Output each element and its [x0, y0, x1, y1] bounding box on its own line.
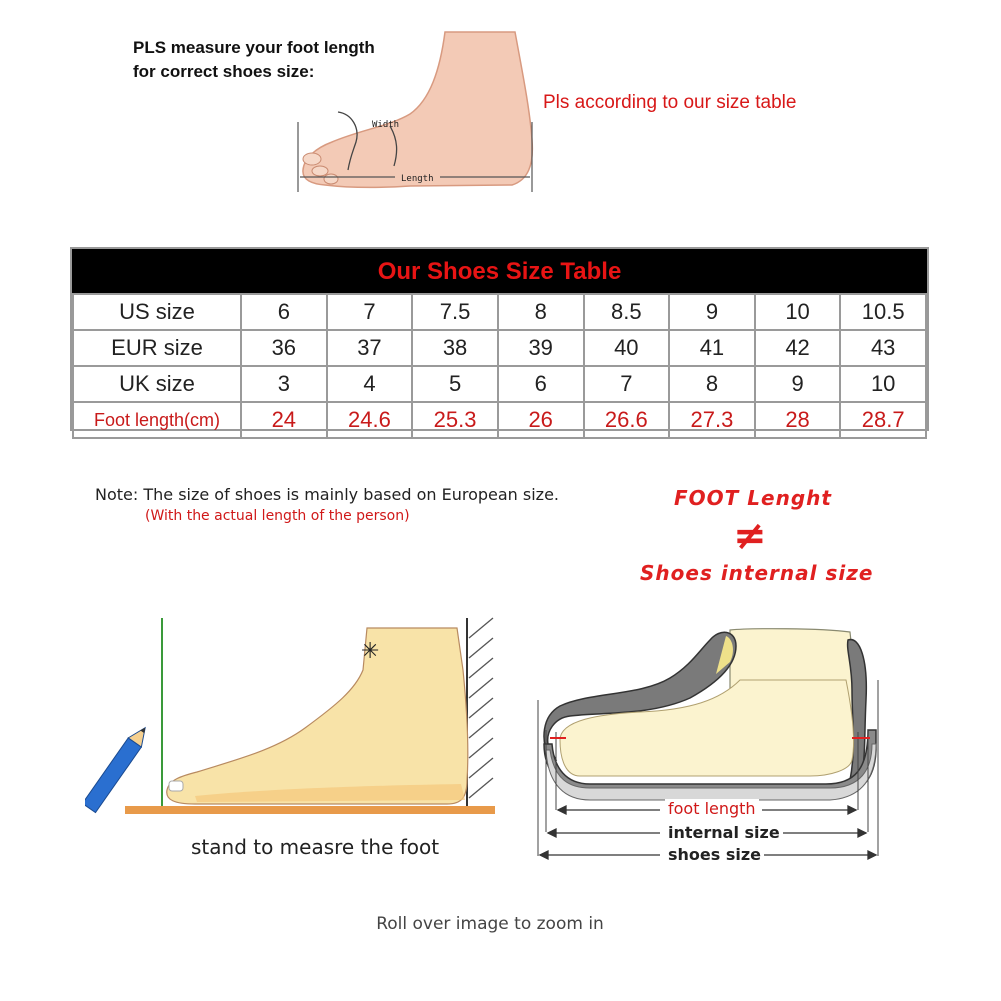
shoes-size-label: shoes size [665, 845, 764, 864]
arrow-head [848, 806, 856, 814]
table-cell: 5 [412, 366, 498, 402]
foot-length-title: FOOT Lenght [674, 486, 832, 510]
table-cell: 3 [241, 366, 327, 402]
foot-measure-illustration [290, 30, 545, 200]
table-cell: 7 [327, 294, 413, 330]
toe-shape [303, 153, 321, 165]
arrow-head [548, 829, 556, 837]
size-table-grid [72, 293, 927, 439]
foot-length-label: foot length [665, 799, 759, 818]
toe-shape [312, 166, 328, 176]
table-cell: 25.3 [412, 402, 498, 438]
instruction-line-1: PLS measure your foot length [133, 38, 375, 57]
row-label: US size [73, 294, 241, 330]
instruction-line-2: for correct shoes size: [133, 62, 315, 81]
table-cell: 6 [498, 366, 584, 402]
table-cell: 41 [669, 330, 755, 366]
table-cell: 24.6 [327, 402, 413, 438]
table-cell: 9 [755, 366, 841, 402]
size-table-title: Our Shoes Size Table [72, 249, 927, 293]
arrow-head [540, 851, 548, 859]
table-cell: 10.5 [840, 294, 926, 330]
table-cell: 38 [412, 330, 498, 366]
arrow-head [868, 851, 876, 859]
table-cell: 27.3 [669, 402, 755, 438]
arrow-head [558, 806, 566, 814]
stand-measure-caption: stand to measre the foot [191, 835, 440, 859]
row-label: Foot length(cm) [73, 402, 241, 438]
wall-hatching [469, 618, 493, 798]
toe-nail [169, 781, 183, 791]
row-label: EUR size [73, 330, 241, 366]
length-label: Length [401, 174, 434, 184]
zoom-hint: Roll over image to zoom in [376, 914, 604, 934]
size-table [70, 247, 929, 431]
table-cell: 8.5 [584, 294, 670, 330]
foot-outline [167, 628, 468, 804]
not-equal-icon: ≠ [733, 513, 767, 559]
table-cell: 28.7 [840, 402, 926, 438]
table-cell: 9 [669, 294, 755, 330]
table-cell: 8 [498, 294, 584, 330]
table-cell: 7 [584, 366, 670, 402]
table-cell: 10 [840, 366, 926, 402]
toe-shape [324, 174, 338, 184]
table-cell: 26 [498, 402, 584, 438]
table-cell: 24 [241, 402, 327, 438]
table-cell: 7.5 [412, 294, 498, 330]
table-row-uk [73, 366, 926, 402]
table-cell: 26.6 [584, 402, 670, 438]
table-cell: 8 [669, 366, 755, 402]
table-cell: 40 [584, 330, 670, 366]
table-cell: 43 [840, 330, 926, 366]
table-cell: 36 [241, 330, 327, 366]
row-label: UK size [73, 366, 241, 402]
table-row-foot-length [73, 402, 926, 438]
shoe-internal-size-title: Shoes internal size [640, 561, 874, 585]
european-size-note: Note: The size of shoes is mainly based on European size. [95, 485, 559, 504]
table-row-eur [73, 330, 926, 366]
table-cell: 10 [755, 294, 841, 330]
size-table-note: Pls according to our size table [543, 92, 797, 113]
table-row-us [73, 294, 926, 330]
ankle-marker-icon: ✳ [361, 639, 380, 664]
foot-shape [303, 32, 532, 187]
table-cell: 39 [498, 330, 584, 366]
table-cell: 28 [755, 402, 841, 438]
arrow-head [858, 829, 866, 837]
stand-measure-diagram [85, 610, 505, 830]
table-cell: 42 [755, 330, 841, 366]
table-cell: 6 [241, 294, 327, 330]
table-cell: 37 [327, 330, 413, 366]
internal-size-label: internal size [665, 823, 783, 842]
actual-length-note: (With the actual length of the person) [145, 508, 410, 524]
width-label: Width [372, 120, 400, 130]
table-cell: 4 [327, 366, 413, 402]
floor [125, 806, 495, 814]
pencil-icon [85, 723, 152, 812]
